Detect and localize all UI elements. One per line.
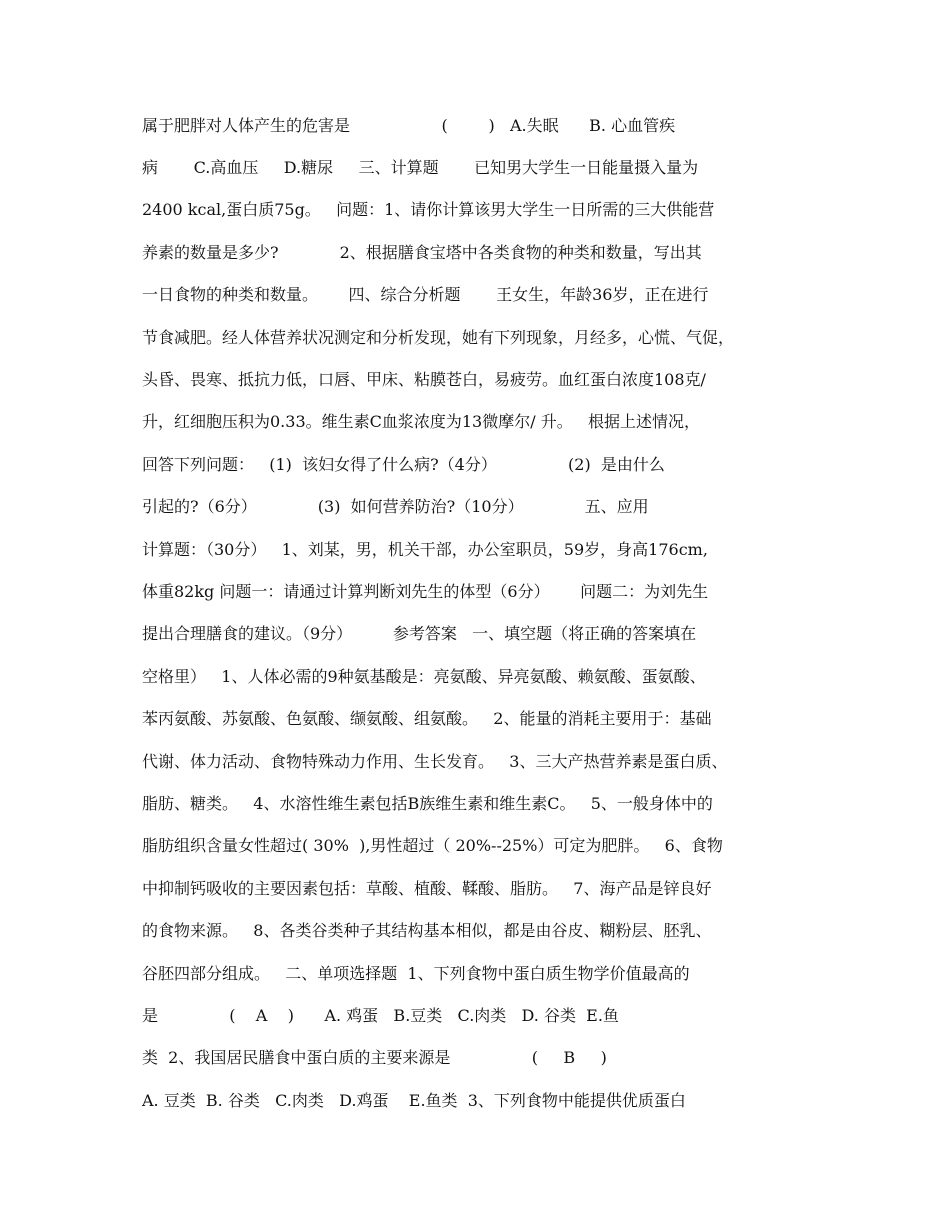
text-line: 的食物来源。 8、各类谷类种子其结构基本相似，都是由谷皮、糊粉层、胚乳、 bbox=[142, 921, 712, 940]
text-line: 一日食物的种类和数量。 四、综合分析题 王女生，年龄36岁，正在进行 bbox=[142, 285, 709, 304]
text-line: 引起的?（6分） (3) 如何营养防治?（10分） 五、应用 bbox=[142, 497, 649, 516]
text-line: 计算题：（30分） 1、刘某，男，机关干部，办公室职员，59岁，身高176cm, bbox=[142, 540, 708, 559]
text-line: 节食减肥。经人体营养状况测定和分析发现，她有下列现象，月经多，心慌、气促， bbox=[142, 328, 735, 347]
text-line: 升，红细胞压积为0.33。维生素C血浆浓度为13微摩尔/ 升。 根据上述情况， bbox=[142, 412, 700, 431]
text-line: 提出合理膳食的建议。（9分） 参考答案 一、填空题（将正确的答案填在 bbox=[142, 624, 697, 643]
text-line: 脂肪组织含量女性超过( 30% ),男性超过（ 20%--25%）可定为肥胖。 6、食物 bbox=[142, 836, 723, 855]
text-line: 是 ( A ) A. 鸡蛋 B.豆类 C.肉类 D. 谷类 E.鱼 bbox=[142, 1006, 619, 1025]
text-line: 病 C.高血压 D.糖尿 三、计算题 已知男大学生一日能量摄入量为 bbox=[142, 158, 699, 177]
text-line: 养素的数量是多少? 2、根据膳食宝塔中各类食物的种类和数量，写出其 bbox=[142, 243, 702, 262]
text-line: 空格里） 1、人体必需的9种氨基酸是：亮氨酸、异亮氨酸、赖氨酸、蛋氨酸、 bbox=[142, 667, 706, 686]
text-line: 头昏、畏寒、抵抗力低，口唇、甲床、粘膜苍白，易疲劳。血红蛋白浓度108克/ bbox=[142, 370, 706, 389]
text-line: A. 豆类 B. 谷类 C.肉类 D.鸡蛋 E.鱼类 3、下列食物中能提供优质蛋白 bbox=[142, 1091, 686, 1110]
text-line: 体重82kg 问题一：请通过计算判断刘先生的体型（6分） 问题二：为刘先生 bbox=[142, 582, 709, 601]
text-line: 回答下列问题： (1) 该妇女得了什么病?（4分） (2) 是由什么 bbox=[142, 455, 665, 474]
text-line: 2400 kcal,蛋白质75g。 问题：1、请你计算该男大学生一日所需的三大供能营 bbox=[142, 200, 715, 219]
text-line: 属于肥胖对人体产生的危害是 ( ) A.失眠 B. 心血管疾 bbox=[142, 116, 676, 135]
text-line: 苯丙氨酸、苏氨酸、色氨酸、缬氨酸、组氨酸。 2、能量的消耗主要用于：基础 bbox=[142, 709, 712, 728]
text-line: 脂肪、糖类。 4、水溶性维生素包括B族维生素和维生素C。 5、一般身体中的 bbox=[142, 794, 713, 813]
text-line: 中抑制钙吸收的主要因素包括：草酸、植酸、鞣酸、脂肪。 7、海产品是锌良好 bbox=[142, 879, 712, 898]
text-line: 谷胚四部分组成。 二、单项选择题 1、下列食物中蛋白质生物学价值最高的 bbox=[142, 964, 690, 983]
text-line: 类 2、我国居民膳食中蛋白质的主要来源是 ( B ) bbox=[142, 1048, 607, 1067]
text-line: 代谢、体力活动、食物特殊动力作用、生长发育。 3、三大产热营养素是蛋白质、 bbox=[142, 752, 728, 771]
